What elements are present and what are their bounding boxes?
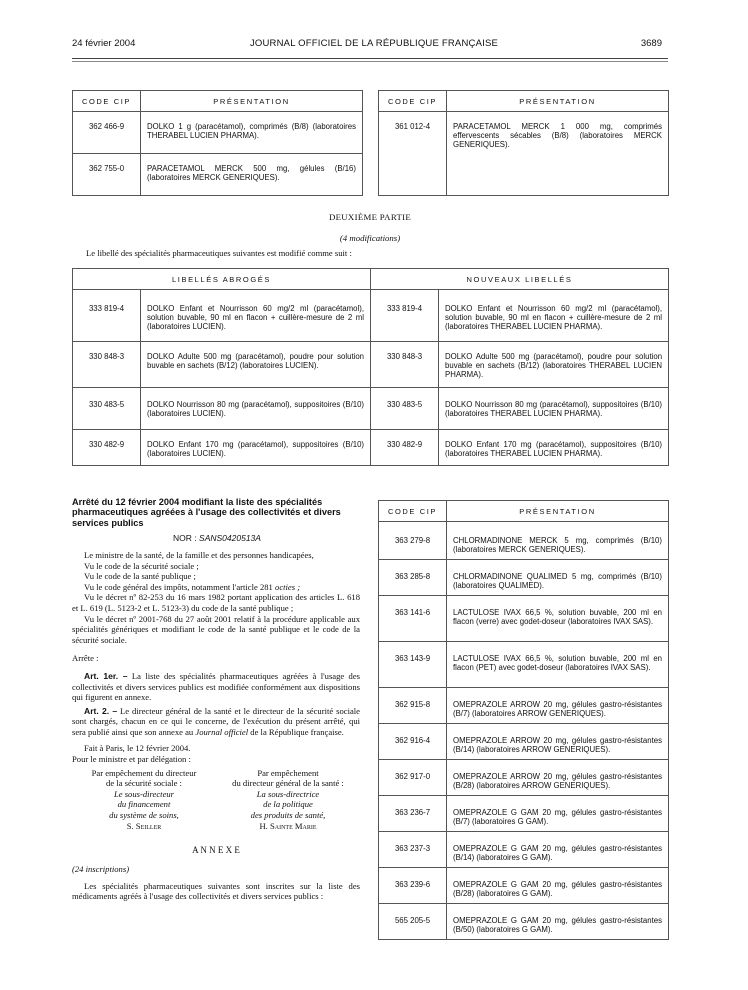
signature-left xyxy=(72,768,216,832)
presentation-text: DOLKO 1 g (paracétamol), comprimés (B/8) (laboratoires THERABEL LUCIEN PHARMA). xyxy=(141,112,363,154)
presentation-text: CHLORMADINONE MERCK 5 mg, comprimés (B/10) (laboratoires MERCK GENERIQUES). xyxy=(447,522,669,560)
paragraph xyxy=(72,582,360,593)
article-text: Le directeur général de la santé et le directeur de la sécurité sociale sont chargés, chacun en ce qui le concerne, de l'exécution du présent arrêté, qui sera publié ainsi que son annexe au xyxy=(72,705,360,737)
part-intro: Le libellé des spécialités pharmaceutiques suivantes est modifié comme suit : xyxy=(86,248,352,258)
presentation-text: LACTULOSE IVAX 66,5 %, solution buvable, 200 ml en flacon (verre) avec godet-doseur (laboratoires IVAX SAS). xyxy=(447,596,669,642)
journal-title: JOURNAL OFFICIEL DE LA RÉPUBLIQUE FRANÇAISE xyxy=(249,38,499,49)
col-header-presentation: PRÉSENTATION xyxy=(447,501,669,522)
delegation-line: Pour le ministre et par délégation : xyxy=(72,754,191,765)
paragraph-text: Vu le code général des impôts, notamment l'article 281 xyxy=(84,581,273,592)
presentation-text: OMEPRAZOLE G GAM 20 mg, gélules gastro-résistantes (B/7) (laboratoires G GAM). xyxy=(447,796,669,832)
part-title: DEUXIÈME PARTIE xyxy=(328,212,412,222)
sig-line: du système de soins, xyxy=(109,810,179,821)
table-row xyxy=(379,688,669,724)
col-header-code: CODE CIP xyxy=(73,91,141,112)
paragraph: Vu le décret nº 2001-768 du 27 août 2001 relatif à la procédure applicable aux spécialités génériques et modifiant le code de la santé publique et le code de la sécurité sociale. xyxy=(72,613,360,645)
cip-code: 362 755-0 xyxy=(73,154,141,196)
new-cip-code: 333 819-4 xyxy=(371,290,439,342)
cip-code: 363 239-6 xyxy=(379,868,447,904)
page-number: 3689 xyxy=(640,38,662,49)
table-row xyxy=(379,832,669,868)
presentation-text: OMEPRAZOLE G GAM 20 mg, gélules gastro-résistantes (B/50) (laboratoires G GAM). xyxy=(447,904,669,940)
date-place: Fait à Paris, le 12 février 2004. xyxy=(84,742,191,753)
arrete-title: Arrêté du 12 février 2004 modifiant la liste des spécialités pharmaceutiques agréées à l'usage des collectivités et divers services publics xyxy=(72,497,341,528)
table-row xyxy=(379,760,669,796)
presentation-text: CHLORMADINONE QUALIMED 5 mg, comprimés (B/10) (laboratoires QUALIMED). xyxy=(447,560,669,596)
paragraph: Vu le code de la sécurité sociale ; xyxy=(84,560,199,571)
table-row xyxy=(379,642,669,688)
col-header-presentation: PRÉSENTATION xyxy=(447,91,669,112)
sig-line: Par empêchement xyxy=(257,767,319,778)
sig-line: de la politique xyxy=(263,799,313,810)
presentation-text: OMEPRAZOLE ARROW 20 mg, gélules gastro-résistantes (B/28) (laboratoires ARROW GENERIQUES). xyxy=(447,760,669,796)
presentation-text: PARACETAMOL MERCK 1 000 mg, comprimés effervescents sécables (B/8) (laboratoires MERCK GENERIQUES). xyxy=(447,112,669,196)
col-header-presentation: PRÉSENTATION xyxy=(141,91,363,112)
sig-line: des produits de santé, xyxy=(250,810,326,821)
table-row xyxy=(379,560,669,596)
arrete-body xyxy=(72,550,360,902)
arrete-keyword: Arrête : xyxy=(72,653,99,664)
cip-code: 363 141-6 xyxy=(379,596,447,642)
old-cip-code: 333 819-4 xyxy=(73,290,141,342)
nor-line xyxy=(72,533,362,543)
article-label: Art. 1er. – xyxy=(84,670,128,681)
cip-code: 363 236-7 xyxy=(379,796,447,832)
sig-line: du financement xyxy=(117,799,171,810)
old-cip-code: 330 483-5 xyxy=(73,388,141,430)
table-row xyxy=(73,342,669,388)
sig-line: du directeur général de la santé : xyxy=(232,778,344,789)
new-cip-code: 330 483-5 xyxy=(371,388,439,430)
cip-code: 363 143-9 xyxy=(379,642,447,688)
table-row xyxy=(379,868,669,904)
table-row xyxy=(73,388,669,430)
old-label: DOLKO Enfant 170 mg (paracétamol), suppositoires (B/10) (laboratoires LUCIEN). xyxy=(141,430,371,466)
new-label: DOLKO Enfant 170 mg (paracétamol), suppositoires (B/10) (laboratoires THERABEL LUCIEN PHARMA). xyxy=(439,430,669,466)
article-text: La liste des spécialités pharmaceutiques agréées à l'usage des collectivités et divers services publics est modifiée conformément aux dispositions qui figurent en annexe. xyxy=(72,670,361,703)
table-row xyxy=(73,430,669,466)
table-row xyxy=(73,290,669,342)
signatory-name: S. Seiller xyxy=(126,820,162,831)
part-subtitle: (4 modifications) xyxy=(339,233,401,243)
presentation-text: PARACETAMOL MERCK 500 mg, gélules (B/16) (laboratoires MERCK GENERIQUES). xyxy=(141,154,363,196)
presentation-text: OMEPRAZOLE G GAM 20 mg, gélules gastro-résistantes (B/14) (laboratoires G GAM). xyxy=(447,832,669,868)
header-date: 24 février 2004 xyxy=(72,38,136,49)
col-header-old: LIBELLÉS ABROGÉS xyxy=(73,269,371,290)
new-label: DOLKO Nourrisson 80 mg (paracétamol), suppositoires (B/10) (laboratoires THERABEL LUCIEN PHARMA). xyxy=(439,388,669,430)
signature-right xyxy=(216,768,360,832)
article-2 xyxy=(72,706,360,738)
paragraph-emphasis: octies ; xyxy=(275,581,301,592)
article-label: Art. 2. – xyxy=(84,705,118,716)
annexe-subtitle: (24 inscriptions) xyxy=(72,864,130,875)
article-emphasis: Journal officiel xyxy=(195,726,249,737)
presentation-text: OMEPRAZOLE ARROW 20 mg, gélules gastro-résistantes (B/14) (laboratoires ARROW GENERIQUES). xyxy=(447,724,669,760)
cip-code: 363 237-3 xyxy=(379,832,447,868)
cip-code: 565 205-5 xyxy=(379,904,447,940)
cip-code: 363 279-8 xyxy=(379,522,447,560)
table-row xyxy=(379,112,669,196)
header-rule-secondary xyxy=(72,61,668,62)
sig-line: Par empêchement du directeur xyxy=(91,767,197,778)
top-right-table xyxy=(378,90,669,196)
sig-line: Le sous-directeur xyxy=(113,788,175,799)
presentation-text: OMEPRAZOLE ARROW 20 mg, gélules gastro-résistantes (B/7) (laboratoires ARROW GENERIQUES). xyxy=(447,688,669,724)
signatures xyxy=(72,768,360,832)
nor-label: NOR : xyxy=(173,533,197,543)
signatory-name: H. Sainte Marie xyxy=(259,820,317,831)
col-header-code: CODE CIP xyxy=(379,91,447,112)
header-rule xyxy=(72,58,668,59)
old-cip-code: 330 848-3 xyxy=(73,342,141,388)
cip-code: 361 012-4 xyxy=(379,112,447,196)
annexe-intro: Les spécialités pharmaceutiques suivantes sont inscrites sur la liste des médicaments agréés à l'usage des collectivités et divers services publics : xyxy=(72,880,360,902)
presentation-text: LACTULOSE IVAX 66,5 %, solution buvable, 200 ml en flacon (PET) avec godet-doseur (laboratoires IVAX SAS). xyxy=(447,642,669,688)
cip-code: 363 285-8 xyxy=(379,560,447,596)
col-header-code: CODE CIP xyxy=(379,501,447,522)
old-cip-code: 330 482-9 xyxy=(73,430,141,466)
table-row xyxy=(379,724,669,760)
table-row xyxy=(73,112,363,154)
new-cip-code: 330 482-9 xyxy=(371,430,439,466)
cip-code: 362 917-0 xyxy=(379,760,447,796)
new-cip-code: 330 848-3 xyxy=(371,342,439,388)
cip-code: 362 915-8 xyxy=(379,688,447,724)
presentation-text: OMEPRAZOLE G GAM 20 mg, gélules gastro-résistantes (B/28) (laboratoires G GAM). xyxy=(447,868,669,904)
old-label: DOLKO Enfant et Nourrisson 60 mg/2 ml (paracétamol), solution buvable, 90 ml en flacon + cuillère-mesure de 2 ml (laboratoires LUCIEN). xyxy=(141,290,371,342)
new-label: DOLKO Enfant et Nourrisson 60 mg/2 ml (paracétamol), solution buvable, 90 ml en flacon + cuillère-mesure de 2 ml (laboratoires THERABEL LUCIEN PHARMA). xyxy=(439,290,669,342)
cip-code: 362 916-4 xyxy=(379,724,447,760)
paragraph: Vu le code de la santé publique ; xyxy=(84,571,196,582)
table-row xyxy=(379,904,669,940)
annexe-table xyxy=(378,500,669,940)
top-left-table xyxy=(72,90,363,196)
sig-line: de la sécurité sociale : xyxy=(106,778,182,789)
table-row xyxy=(379,796,669,832)
new-label: DOLKO Adulte 500 mg (paracétamol), poudre pour solution buvable en sachets (B/12) (laboratoires THERABEL LUCIEN PHARMA). xyxy=(439,342,669,388)
paragraph: Vu le décret nº 82-253 du 16 mars 1982 portant application des articles L. 618 et L. 619 (L. 5123-2 et L. 5123-3) du code de la santé publique ; xyxy=(72,592,360,613)
cip-code: 362 466-9 xyxy=(73,112,141,154)
table-row xyxy=(73,154,363,196)
table-row xyxy=(379,522,669,560)
sig-line: La sous-directrice xyxy=(256,788,320,799)
annexe-title: A N N E X E xyxy=(192,845,240,856)
col-header-new: NOUVEAUX LIBELLÉS xyxy=(371,269,669,290)
modifications-table xyxy=(72,268,669,466)
table-row xyxy=(379,596,669,642)
old-label: DOLKO Nourrisson 80 mg (paracétamol), suppositoires (B/10) (laboratoires LUCIEN). xyxy=(141,388,371,430)
old-label: DOLKO Adulte 500 mg (paracétamol), poudre pour solution buvable en sachets (B/12) (laboratoires LUCIEN). xyxy=(141,342,371,388)
article-1 xyxy=(72,671,360,703)
nor-code: SANS0420513A xyxy=(199,533,261,543)
paragraph: Le ministre de la santé, de la famille et des personnes handicapées, xyxy=(84,550,314,560)
article-text: de la République française. xyxy=(250,726,344,737)
